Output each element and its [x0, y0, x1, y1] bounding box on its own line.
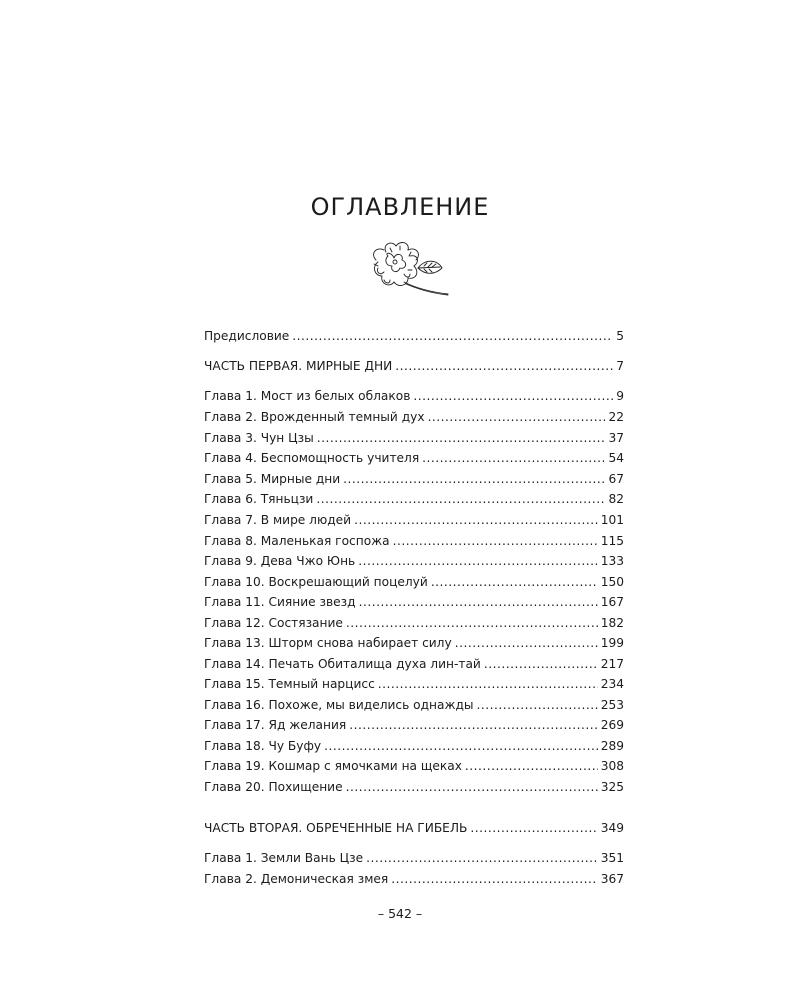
dot-leader	[358, 551, 597, 571]
toc-entry-title: Глава 16. Похоже, мы виделись однажды	[204, 698, 474, 712]
toc-entry[interactable]	[204, 448, 624, 468]
toc-entry-title: Глава 5. Мирные дни	[204, 472, 341, 486]
dot-leader	[470, 818, 597, 838]
toc-entry-title: Глава 17. Яд желания	[204, 718, 347, 732]
toc-entry-page: 54	[608, 451, 624, 465]
toc-entry[interactable]	[204, 572, 624, 592]
toc-entry-page: 37	[608, 431, 624, 445]
table-of-contents	[204, 0, 624, 1000]
toc-entry-title: Глава 14. Печать Обиталища духа лин-тай	[204, 657, 481, 671]
toc-entry-page: 5	[616, 329, 624, 343]
dot-leader	[366, 848, 598, 868]
toc-entry-page: 269	[600, 718, 624, 732]
dot-leader	[413, 386, 613, 406]
dot-leader	[292, 326, 613, 346]
dot-leader	[431, 572, 598, 592]
toc-entry[interactable]	[204, 695, 624, 715]
toc-entry-page: 115	[600, 534, 624, 548]
toc-entry-page: 22	[608, 410, 624, 424]
toc-entry-page: 351	[600, 851, 624, 865]
dot-leader	[317, 428, 606, 448]
toc-entry[interactable]	[204, 531, 624, 551]
toc-entry[interactable]	[204, 428, 624, 448]
toc-entry[interactable]	[204, 510, 624, 530]
dot-leader	[349, 715, 598, 735]
toc-entry-page: 101	[600, 513, 624, 527]
toc-entry-title: ЧАСТЬ ВТОРАЯ. ОБРЕЧЕННЫЕ НА ГИБЕЛЬ	[204, 821, 468, 835]
toc-entry-title: Глава 13. Шторм снова набирает силу	[204, 636, 452, 650]
toc-entry[interactable]	[204, 756, 624, 776]
toc-entry-title: Глава 4. Беспомощность учителя	[204, 451, 420, 465]
toc-entry[interactable]	[204, 777, 624, 797]
toc-entry-page: 9	[616, 389, 624, 403]
toc-entry-title: ЧАСТЬ ПЕРВАЯ. МИРНЫЕ ДНИ	[204, 359, 393, 373]
toc-entry-page: 349	[600, 821, 624, 835]
dot-leader	[428, 407, 606, 427]
toc-entry-page: 289	[600, 739, 624, 753]
dot-leader	[455, 633, 598, 653]
toc-entry-title: Глава 2. Врожденный темный дух	[204, 410, 425, 424]
dot-leader	[422, 448, 605, 468]
toc-entry[interactable]	[204, 326, 624, 346]
page-number: – 542 –	[377, 906, 423, 921]
dot-leader	[391, 869, 598, 889]
toc-entry-title: Глава 3. Чун Цзы	[204, 431, 314, 445]
toc-entry[interactable]	[204, 489, 624, 509]
dot-leader	[378, 674, 598, 694]
toc-entry-title: Глава 11. Сияние звезд	[204, 595, 356, 609]
toc-entry[interactable]	[204, 869, 624, 889]
toc-entry-page: 133	[600, 554, 624, 568]
toc-entry[interactable]	[204, 386, 624, 406]
dot-leader	[477, 695, 598, 715]
toc-entry[interactable]	[204, 715, 624, 735]
toc-entry-title: Глава 18. Чу Буфу	[204, 739, 322, 753]
dot-leader	[346, 777, 598, 797]
toc-entry-page: 167	[600, 595, 624, 609]
dot-leader	[395, 356, 613, 376]
toc-entry-title: Глава 15. Темный нарцисс	[204, 677, 375, 691]
toc-entry-title: Глава 19. Кошмар с ямочками на щеках	[204, 759, 462, 773]
dot-leader	[343, 469, 605, 489]
toc-entry-title: Глава 1. Земли Вань Цзе	[204, 851, 364, 865]
dot-leader	[393, 531, 598, 551]
toc-entry-page: 150	[600, 575, 624, 589]
page-title: ОГЛАВЛЕНИЕ	[310, 193, 490, 221]
toc-entry-title: Глава 20. Похищение	[204, 780, 343, 794]
toc-entry-page: 217	[600, 657, 624, 671]
toc-entry-title: Предисловие	[204, 329, 290, 343]
toc-entry[interactable]	[204, 551, 624, 571]
toc-entry[interactable]	[204, 407, 624, 427]
dot-leader	[465, 756, 598, 776]
toc-part-heading[interactable]	[204, 356, 624, 376]
toc-entry-page: 67	[608, 472, 624, 486]
toc-entry[interactable]	[204, 613, 624, 633]
toc-entry-title: Глава 1. Мост из белых облаков	[204, 389, 411, 403]
toc-entry-title: Глава 12. Состязание	[204, 616, 343, 630]
dot-leader	[484, 654, 598, 674]
toc-entry-page: 325	[600, 780, 624, 794]
toc-entry-page: 367	[600, 872, 624, 886]
toc-entry[interactable]	[204, 674, 624, 694]
toc-entry-title: Глава 2. Демоническая змея	[204, 872, 389, 886]
dot-leader	[359, 592, 598, 612]
toc-entry-title: Глава 9. Дева Чжо Юнь	[204, 554, 356, 568]
toc-part-heading[interactable]	[204, 818, 624, 838]
toc-entry[interactable]	[204, 848, 624, 868]
toc-entry-page: 199	[600, 636, 624, 650]
toc-entry[interactable]	[204, 736, 624, 756]
toc-entry-page: 253	[600, 698, 624, 712]
toc-entry-title: Глава 10. Воскрешающий поцелуй	[204, 575, 428, 589]
toc-entry-page: 82	[608, 492, 624, 506]
dot-leader	[346, 613, 598, 633]
dot-leader	[316, 489, 605, 509]
toc-entry[interactable]	[204, 654, 624, 674]
toc-entry-page: 234	[600, 677, 624, 691]
toc-entry-page: 308	[600, 759, 624, 773]
toc-entry-page: 7	[616, 359, 624, 373]
toc-entry-title: Глава 6. Тяньцзи	[204, 492, 314, 506]
dot-leader	[354, 510, 598, 530]
toc-entry[interactable]	[204, 633, 624, 653]
toc-entry-page: 182	[600, 616, 624, 630]
dot-leader	[324, 736, 598, 756]
toc-entry-title: Глава 7. В мире людей	[204, 513, 352, 527]
toc-entry[interactable]	[204, 469, 624, 489]
toc-entry[interactable]	[204, 592, 624, 612]
toc-entry-title: Глава 8. Маленькая госпожа	[204, 534, 390, 548]
